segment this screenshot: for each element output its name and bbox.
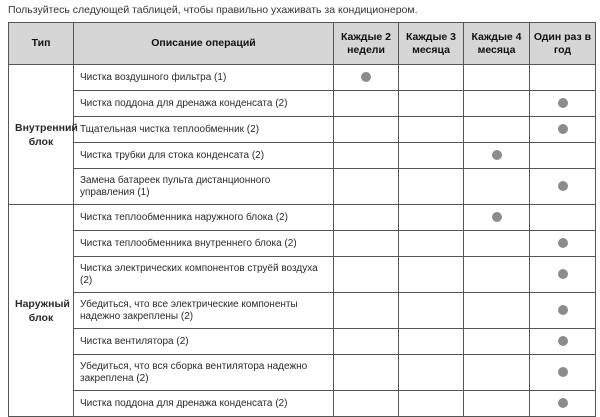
operation-description: Чистка теплообменника наружного блока (2) [74, 205, 334, 231]
frequency-cell-every-3-months [399, 205, 464, 231]
frequency-cell-once-a-year [530, 329, 596, 355]
frequency-cell-every-2-weeks [334, 355, 399, 391]
frequency-cell-every-3-months [399, 329, 464, 355]
schedule-marker-icon [558, 98, 568, 108]
frequency-cell-every-4-months [464, 91, 530, 117]
header-type: Тип [9, 23, 74, 65]
frequency-cell-every-2-weeks [334, 169, 399, 205]
frequency-cell-every-4-months [464, 65, 530, 91]
operation-description: Чистка поддона для дренажа конденсата (2) [74, 91, 334, 117]
frequency-cell-every-2-weeks [334, 65, 399, 91]
frequency-cell-every-2-weeks [334, 257, 399, 293]
frequency-cell-every-3-months [399, 293, 464, 329]
frequency-cell-every-4-months [464, 257, 530, 293]
frequency-cell-every-3-months [399, 91, 464, 117]
operation-description: Тщательная чистка теплообменник (2) [74, 117, 334, 143]
table-row [9, 257, 596, 293]
schedule-marker-icon [492, 150, 502, 160]
frequency-cell-once-a-year [530, 117, 596, 143]
table-row [9, 205, 596, 231]
table-row [9, 329, 596, 355]
operation-description: Чистка трубки для стока конденсата (2) [74, 143, 334, 169]
frequency-cell-every-4-months [464, 169, 530, 205]
frequency-cell-every-4-months [464, 117, 530, 143]
frequency-cell-once-a-year [530, 257, 596, 293]
frequency-cell-once-a-year [530, 143, 596, 169]
table-row [9, 117, 596, 143]
maintenance-table [8, 22, 596, 417]
table-row [9, 65, 596, 91]
unit-type-cell: Наружный блок [9, 205, 74, 417]
schedule-marker-icon [558, 269, 568, 279]
frequency-cell-once-a-year [530, 231, 596, 257]
schedule-marker-icon [558, 181, 568, 191]
frequency-cell-every-2-weeks [334, 329, 399, 355]
frequency-cell-once-a-year [530, 91, 596, 117]
unit-type-cell: Внутренний блок [9, 65, 74, 205]
schedule-marker-icon [361, 72, 371, 82]
operation-description: Чистка вентилятора (2) [74, 329, 334, 355]
frequency-cell-every-2-weeks [334, 205, 399, 231]
frequency-cell-every-3-months [399, 231, 464, 257]
intro-text: Пользуйтесь следующей таблицей, чтобы правильно ухаживать за кондиционером. [8, 4, 418, 16]
operation-description: Чистка поддона для дренажа конденсата (2) [74, 391, 334, 417]
frequency-cell-every-3-months [399, 169, 464, 205]
operation-description: Замена батареек пульта дистанционного управления (1) [74, 169, 334, 205]
operation-description: Убедиться, что все электрические компоненты надежно закреплены (2) [74, 293, 334, 329]
frequency-cell-every-2-weeks [334, 231, 399, 257]
operation-description: Чистка электрических компонентов струёй воздуха (2) [74, 257, 334, 293]
frequency-cell-every-4-months [464, 355, 530, 391]
schedule-marker-icon [558, 238, 568, 248]
frequency-cell-every-2-weeks [334, 91, 399, 117]
frequency-cell-every-2-weeks [334, 117, 399, 143]
frequency-cell-once-a-year [530, 205, 596, 231]
frequency-cell-every-2-weeks [334, 293, 399, 329]
schedule-marker-icon [558, 398, 568, 408]
schedule-marker-icon [492, 212, 502, 222]
table-row [9, 355, 596, 391]
header-description: Описание операций [74, 23, 334, 65]
frequency-cell-every-4-months [464, 329, 530, 355]
table-body [9, 65, 596, 417]
frequency-cell-every-4-months [464, 205, 530, 231]
operation-description: Убедиться, что вся сборка вентилятора надежно закреплена (2) [74, 355, 334, 391]
frequency-cell-every-3-months [399, 257, 464, 293]
frequency-cell-once-a-year [530, 169, 596, 205]
table-row [9, 143, 596, 169]
frequency-cell-every-4-months [464, 293, 530, 329]
frequency-cell-every-3-months [399, 117, 464, 143]
header-every-2-weeks: Каждые 2 недели [334, 23, 399, 65]
frequency-cell-once-a-year [530, 293, 596, 329]
frequency-cell-once-a-year [530, 355, 596, 391]
frequency-cell-every-3-months [399, 65, 464, 91]
schedule-marker-icon [558, 124, 568, 134]
table-header-row [9, 23, 596, 65]
header-once-a-year: Один раз в год [530, 23, 596, 65]
table-row [9, 231, 596, 257]
frequency-cell-every-4-months [464, 231, 530, 257]
table-row [9, 293, 596, 329]
frequency-cell-every-3-months [399, 355, 464, 391]
schedule-marker-icon [558, 305, 568, 315]
schedule-marker-icon [558, 367, 568, 377]
table-row [9, 91, 596, 117]
frequency-cell-every-4-months [464, 143, 530, 169]
table-row [9, 169, 596, 205]
operation-description: Чистка воздушного фильтра (1) [74, 65, 334, 91]
operation-description: Чистка теплообменника внутреннего блока (2) [74, 231, 334, 257]
header-every-4-months: Каждые 4 месяца [464, 23, 530, 65]
frequency-cell-every-3-months [399, 143, 464, 169]
header-every-3-months: Каждые 3 месяца [399, 23, 464, 65]
schedule-marker-icon [558, 336, 568, 346]
frequency-cell-once-a-year [530, 65, 596, 91]
frequency-cell-every-2-weeks [334, 143, 399, 169]
